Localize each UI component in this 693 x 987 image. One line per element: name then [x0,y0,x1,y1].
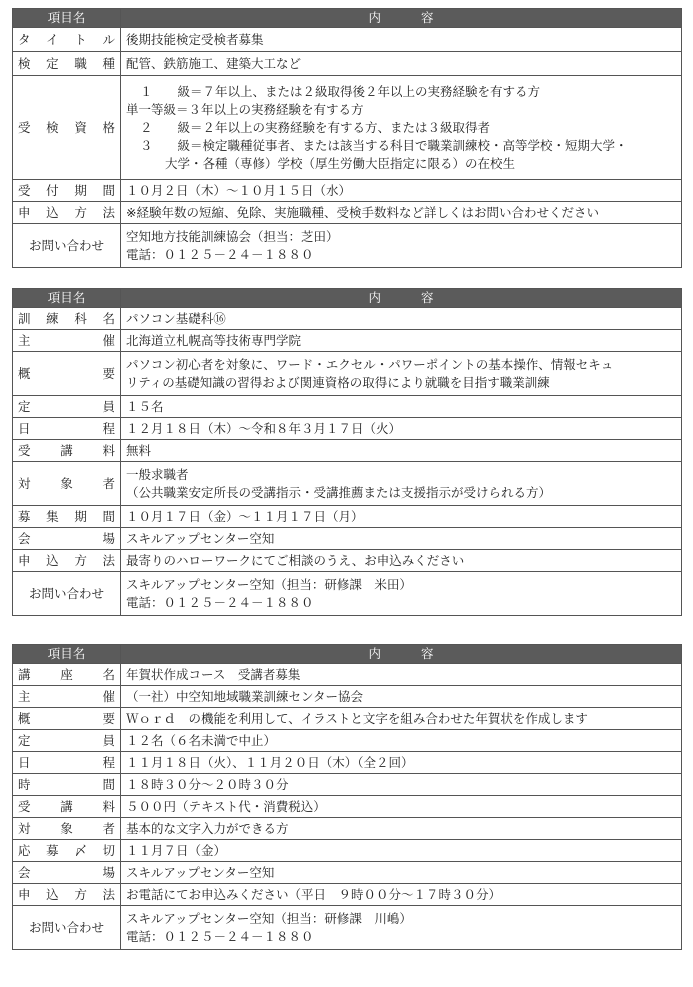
row-label: 対象者 [13,818,121,840]
row-value: 北海道立札幌高等技術専門学院 [121,330,682,352]
row-value: 後期技能検定受検者募集 [121,28,682,52]
row-label: 募集期間 [13,506,121,528]
row-value: スキルアップセンター空知（担当：研修課 川嶋） 電話：０１２５－２４－１８８０ [121,906,682,950]
table-row [13,906,682,950]
row-value: 無料 [121,440,682,462]
table-row [13,180,682,202]
table-row [13,28,682,52]
row-label: 申込方法 [13,202,121,224]
table-row [13,440,682,462]
row-label: タイトル [13,28,121,52]
row-value: お電話にてお申込みください（平日 ９時００分～１７時３０分） [121,884,682,906]
row-label: 受検資格 [13,76,121,180]
row-label: 概要 [13,352,121,396]
header-content: 内 容 [121,9,682,28]
row-value: １８時３０分～２０時３０分 [121,774,682,796]
row-value: １１月１８日（火）、１１月２０日（木）（全２回） [121,752,682,774]
row-label: 受付期間 [13,180,121,202]
table-row [13,686,682,708]
table-row [13,202,682,224]
table-header [13,289,682,308]
row-value: １２名（６名未満で中止） [121,730,682,752]
row-value: １ 級＝７年以上、または２級取得後２年以上の実務経験を有する方 単一等級＝３年以上の実務経験を有する方 ２ 級＝２年以上の実務経験を有する方、または３級取得者 ３ 級＝検定職種従事者、または該当する科目で職業訓練校・高等学校・短期大学・ 大学・各種（専修）学校（厚生労働大臣指定に限る）の在校生 [121,76,682,180]
table-row [13,52,682,76]
table-row [13,396,682,418]
row-label: 会場 [13,528,121,550]
course-table-2 [12,644,682,950]
table-row [13,308,682,330]
row-label: 日程 [13,418,121,440]
table-row [13,840,682,862]
row-value: 空知地方技能訓練協会（担当：芝田） 電話：０１２５－２４－１８８０ [121,224,682,268]
row-label: 対象者 [13,462,121,506]
row-label: 応募〆切 [13,840,121,862]
header-content: 内 容 [121,645,682,664]
row-value: 基本的な文字入力ができる方 [121,818,682,840]
table-row [13,506,682,528]
row-value: １２月１８日（木）～令和８年３月１７日（火） [121,418,682,440]
table-row [13,664,682,686]
row-label: 定員 [13,730,121,752]
header-item: 項目名 [13,9,121,28]
row-label: 受講料 [13,440,121,462]
row-label: 申込方法 [13,550,121,572]
table-row [13,418,682,440]
row-value: １１月７日（金） [121,840,682,862]
header-content: 内 容 [121,289,682,308]
row-value: １０月１７日（金）～１１月１７日（月） [121,506,682,528]
row-label: 会場 [13,862,121,884]
row-label: お問い合わせ [13,224,121,268]
table-row [13,572,682,616]
exam-table [12,8,682,268]
table-header [13,645,682,664]
row-label: 日程 [13,752,121,774]
row-label: 訓練科名 [13,308,121,330]
row-label: 時間 [13,774,121,796]
table-row [13,352,682,396]
row-label: 検定職種 [13,52,121,76]
row-value: スキルアップセンター空知 [121,528,682,550]
table-header [13,9,682,28]
header-item: 項目名 [13,645,121,664]
row-label: 申込方法 [13,884,121,906]
table-row [13,884,682,906]
row-value: スキルアップセンター空知 [121,862,682,884]
table-row [13,730,682,752]
row-label: 主催 [13,330,121,352]
row-label: お問い合わせ [13,906,121,950]
row-value: ※経験年数の短縮、免除、実施職種、受検手数料など詳しくはお問い合わせください [121,202,682,224]
course-table-1 [12,288,682,616]
row-value: １５名 [121,396,682,418]
table-row [13,462,682,506]
row-value: 配管、鉄筋施工、建築大工など [121,52,682,76]
row-label: お問い合わせ [13,572,121,616]
row-label: 定員 [13,396,121,418]
table-row [13,550,682,572]
header-item: 項目名 [13,289,121,308]
row-value: （一社）中空知地域職業訓練センター協会 [121,686,682,708]
table-row [13,796,682,818]
row-value: 一般求職者 （公共職業安定所長の受講指示・受講推薦または支援指示が受けられる方） [121,462,682,506]
table-row [13,708,682,730]
row-value: パソコン初心者を対象に、ワード・エクセル・パワーポイントの基本操作、情報セキュ リティの基礎知識の習得および関連資格の取得により就職を目指す職業訓練 [121,352,682,396]
table-row [13,528,682,550]
table-row [13,862,682,884]
table-row [13,774,682,796]
row-label: 主催 [13,686,121,708]
row-value: １０月２日（木）～１０月１５日（水） [121,180,682,202]
table-row [13,818,682,840]
row-value: 年賀状作成コース 受講者募集 [121,664,682,686]
row-label: 受講料 [13,796,121,818]
table-row [13,330,682,352]
row-value: Ｗｏｒｄ の機能を利用して、イラストと文字を組み合わせた年賀状を作成します [121,708,682,730]
table-row [13,224,682,268]
table-row [13,76,682,180]
row-value: ５００円（テキスト代・消費税込） [121,796,682,818]
row-value: 最寄りのハローワークにてご相談のうえ、お申込みください [121,550,682,572]
row-label: 概要 [13,708,121,730]
row-value: スキルアップセンター空知（担当：研修課 米田） 電話：０１２５－２４－１８８０ [121,572,682,616]
row-label: 講座名 [13,664,121,686]
row-value: パソコン基礎科⑯ [121,308,682,330]
table-row [13,752,682,774]
